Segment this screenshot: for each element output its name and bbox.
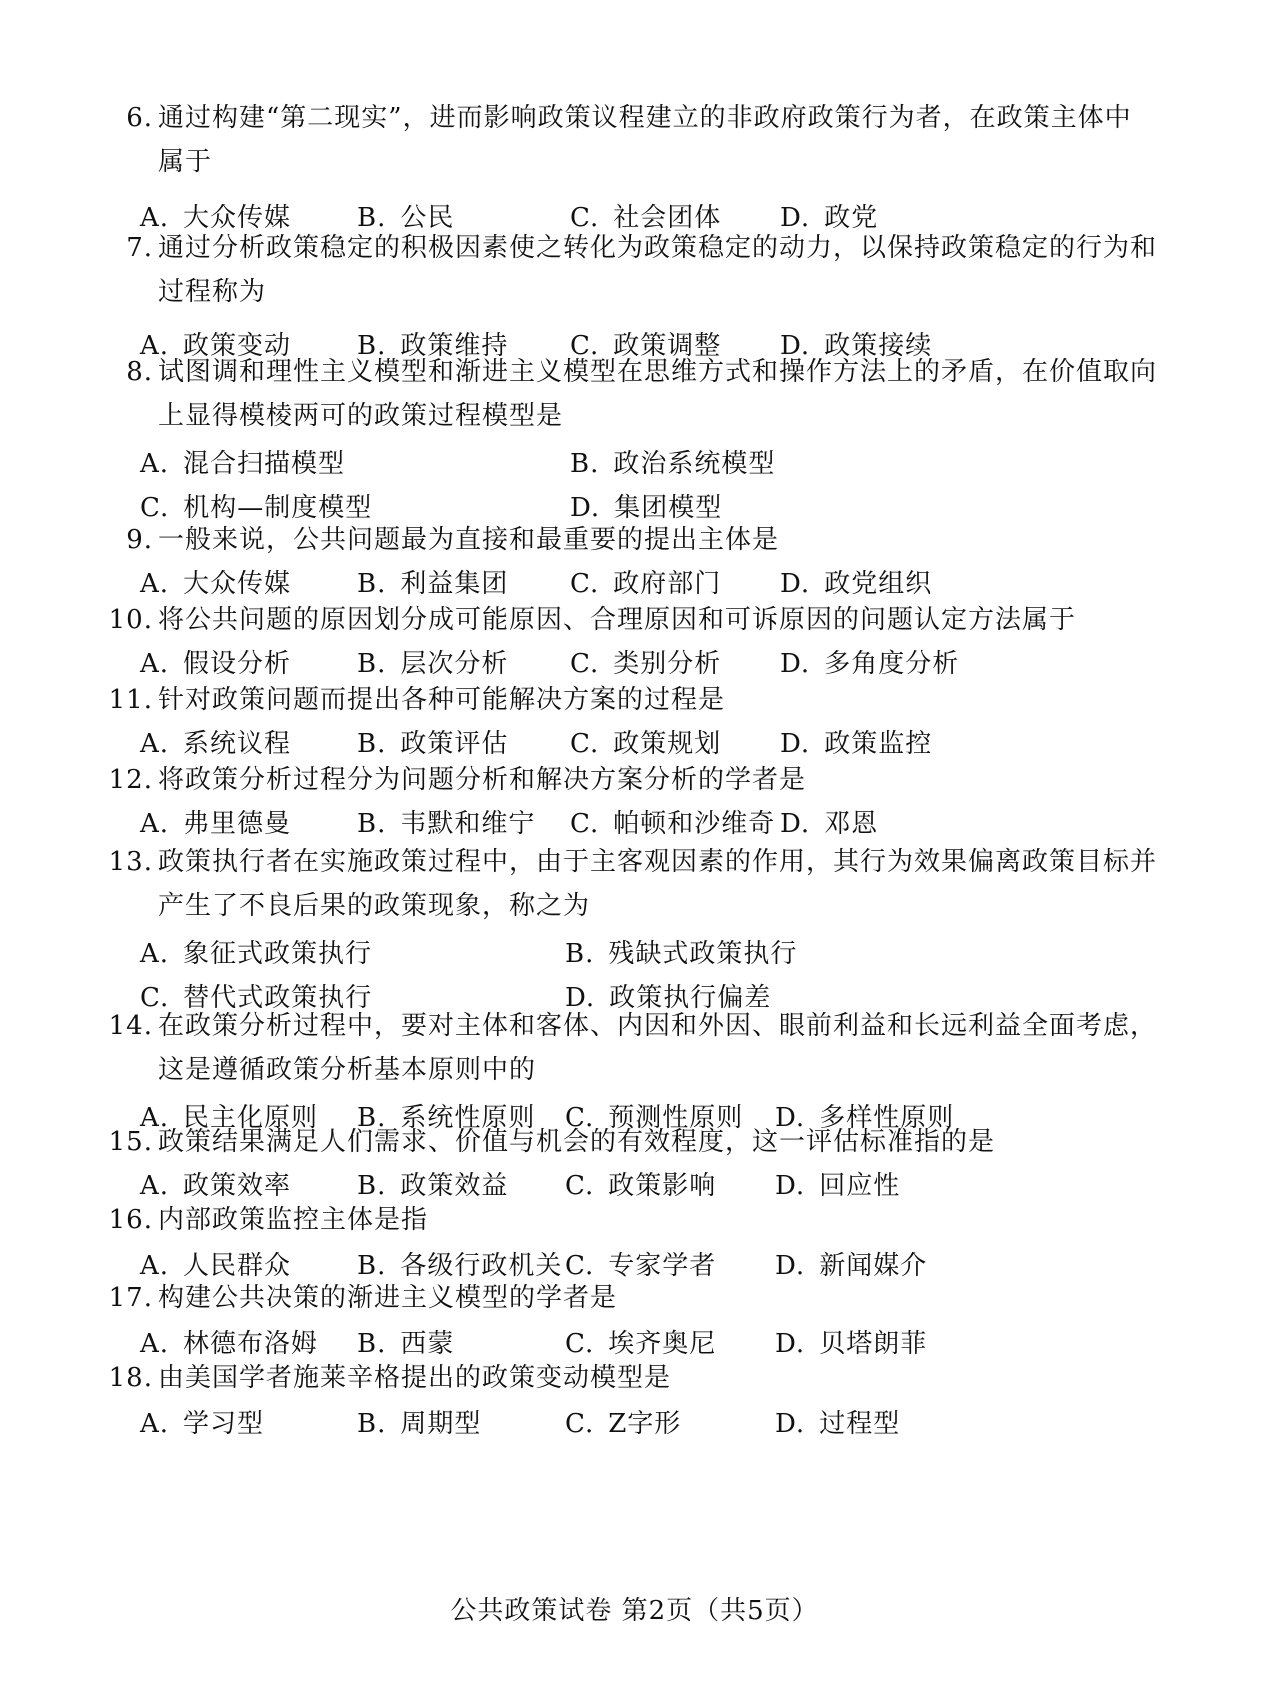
option-d: D. 政策执行偏差 (565, 983, 772, 1013)
option-c: C. 政策影响 (565, 1171, 717, 1201)
option-d: D. 贝塔朗菲 (775, 1329, 928, 1359)
question-number: 13. (108, 847, 153, 877)
question-text: 构建公共决策的渐进主义模型的学者是 (158, 1283, 618, 1313)
page-footer: 公共政策试卷 第2页（共5页） (450, 1596, 819, 1626)
question-number: 15. (108, 1127, 153, 1157)
question-number: 9. (126, 525, 153, 555)
question-text: 在政策分析过程中，要对主体和客体、内因和外因、眼前利益和长远利益全面考虑，这是遵循政策分析基本原则中的 (158, 1011, 1158, 1085)
question-number: 18. (108, 1363, 153, 1393)
question-8 (0, 350, 1269, 530)
question-text: 针对政策问题而提出各种可能解决方案的过程是 (158, 685, 726, 715)
question-text: 内部政策监控主体是指 (158, 1205, 429, 1235)
question-9 (0, 518, 1269, 606)
question-13 (0, 840, 1269, 1020)
question-number: 10. (108, 605, 153, 635)
question-number: 7. (126, 233, 153, 263)
question-stem (0, 678, 1269, 722)
option-c: C. 政府部门 (570, 569, 722, 599)
question-15 (0, 1120, 1269, 1208)
option-c: C. 机构—制度模型 (140, 493, 373, 523)
question-17 (0, 1276, 1269, 1366)
option-a: A. 混合扫描模型 (140, 449, 346, 479)
option-b: B. 各级行政机关 (357, 1251, 563, 1281)
question-stem (0, 758, 1269, 802)
question-number: 16. (108, 1205, 153, 1235)
option-d: D. 新闻媒介 (775, 1251, 928, 1281)
option-a: A. 大众传媒 (140, 569, 292, 599)
option-c: C. 预测性原则 (565, 1103, 744, 1133)
option-b: B. 政策效益 (357, 1171, 509, 1201)
question-stem (0, 1198, 1269, 1242)
option-c: C. 埃齐奥尼 (565, 1329, 717, 1359)
question-number: 17. (108, 1283, 153, 1313)
question-number: 6. (126, 103, 153, 133)
option-a: A. 弗里德曼 (140, 809, 292, 839)
options-row (0, 1402, 1269, 1446)
question-stem (0, 518, 1269, 562)
question-10 (0, 598, 1269, 686)
question-stem (0, 1004, 1269, 1092)
options-row (0, 442, 1269, 486)
question-7 (0, 226, 1269, 368)
option-c: C. 社会团体 (570, 203, 722, 233)
option-a: A. 系统议程 (140, 729, 292, 759)
option-d: D. 集团模型 (570, 493, 723, 523)
question-text: 政策结果满足人们需求、价值与机会的有效程度，这一评估标准指的是 (158, 1127, 996, 1157)
option-b: B. 韦默和维宁 (357, 809, 536, 839)
option-d: D. 政策监控 (780, 729, 933, 759)
question-18 (0, 1356, 1269, 1446)
option-d: D. 多样性原则 (775, 1103, 955, 1133)
question-stem (0, 226, 1269, 314)
option-d: D. 政策接续 (780, 331, 933, 361)
option-a: A. 假设分析 (140, 649, 292, 679)
option-b: B. 层次分析 (357, 649, 509, 679)
question-text: 将政策分析过程分为问题分析和解决方案分析的学者是 (158, 765, 807, 795)
question-stem (0, 1356, 1269, 1400)
question-number: 12. (108, 765, 153, 795)
question-stem (0, 96, 1269, 184)
question-12 (0, 758, 1269, 846)
option-c: C. Z字形 (565, 1409, 682, 1439)
option-c: C. 政策调整 (570, 331, 722, 361)
option-a: A. 学习型 (140, 1409, 265, 1439)
option-b: B. 残缺式政策执行 (565, 939, 798, 969)
question-text: 通过分析政策稳定的积极因素使之转化为政策稳定的动力，以保持政策稳定的行为和过程称为 (158, 233, 1158, 307)
option-b: B. 政策维持 (357, 331, 509, 361)
question-6 (0, 96, 1269, 240)
question-text: 由美国学者施莱辛格提出的政策变动模型是 (158, 1363, 672, 1393)
option-d: D. 政党组织 (780, 569, 933, 599)
option-b: B. 周期型 (357, 1409, 482, 1439)
option-a: A. 民主化原则 (140, 1103, 319, 1133)
question-11 (0, 678, 1269, 766)
option-a: A. 大众传媒 (140, 203, 292, 233)
option-d: D. 政党 (780, 203, 879, 233)
question-stem (0, 1120, 1269, 1164)
question-stem (0, 598, 1269, 642)
option-b: B. 西蒙 (357, 1329, 455, 1359)
question-16 (0, 1198, 1269, 1288)
question-number: 11. (108, 685, 153, 715)
option-a: A. 林德布洛姆 (140, 1329, 319, 1359)
question-text: 通过构建“第二现实”，进而影响政策议程建立的非政府政策行为者，在政策主体中属于 (158, 103, 1132, 177)
question-stem (0, 840, 1269, 928)
question-text: 将公共问题的原因划分成可能原因、合理原因和可诉原因的问题认定方法属于 (158, 605, 1077, 635)
option-a: A. 政策变动 (140, 331, 292, 361)
option-b: B. 政治系统模型 (570, 449, 776, 479)
option-d: D. 回应性 (775, 1171, 901, 1201)
question-text: 试图调和理性主义模型和渐进主义模型在思维方式和操作方法上的矛盾，在价值取向上显得模棱两可的政策过程模型是 (158, 357, 1158, 431)
question-stem (0, 1276, 1269, 1320)
question-text: 政策执行者在实施政策过程中，由于主客观因素的作用，其行为效果偏离政策目标并产生了不良后果的政策现象，称之为 (158, 847, 1158, 921)
option-b: B. 政策评估 (357, 729, 509, 759)
option-c: C. 政策规划 (570, 729, 722, 759)
options-row (0, 932, 1269, 976)
option-a: A. 人民群众 (140, 1251, 292, 1281)
option-d: D. 邓恩 (780, 809, 879, 839)
option-d: D. 过程型 (775, 1409, 901, 1439)
option-d: D. 多角度分析 (780, 649, 960, 679)
option-a: A. 政策效率 (140, 1171, 292, 1201)
question-stem (0, 350, 1269, 438)
question-number: 14. (108, 1011, 153, 1041)
option-b: B. 系统性原则 (357, 1103, 536, 1133)
option-a: A. 象征式政策执行 (140, 939, 373, 969)
option-b: B. 公民 (357, 203, 455, 233)
question-number: 8. (126, 357, 153, 387)
option-b: B. 利益集团 (357, 569, 509, 599)
option-c: C. 专家学者 (565, 1251, 717, 1281)
option-c: C. 类别分析 (570, 649, 722, 679)
option-c: C. 帕顿和沙维奇 (570, 809, 776, 839)
question-text: 一般来说，公共问题最为直接和最重要的提出主体是 (158, 525, 780, 555)
option-c: C. 替代式政策执行 (140, 983, 373, 1013)
